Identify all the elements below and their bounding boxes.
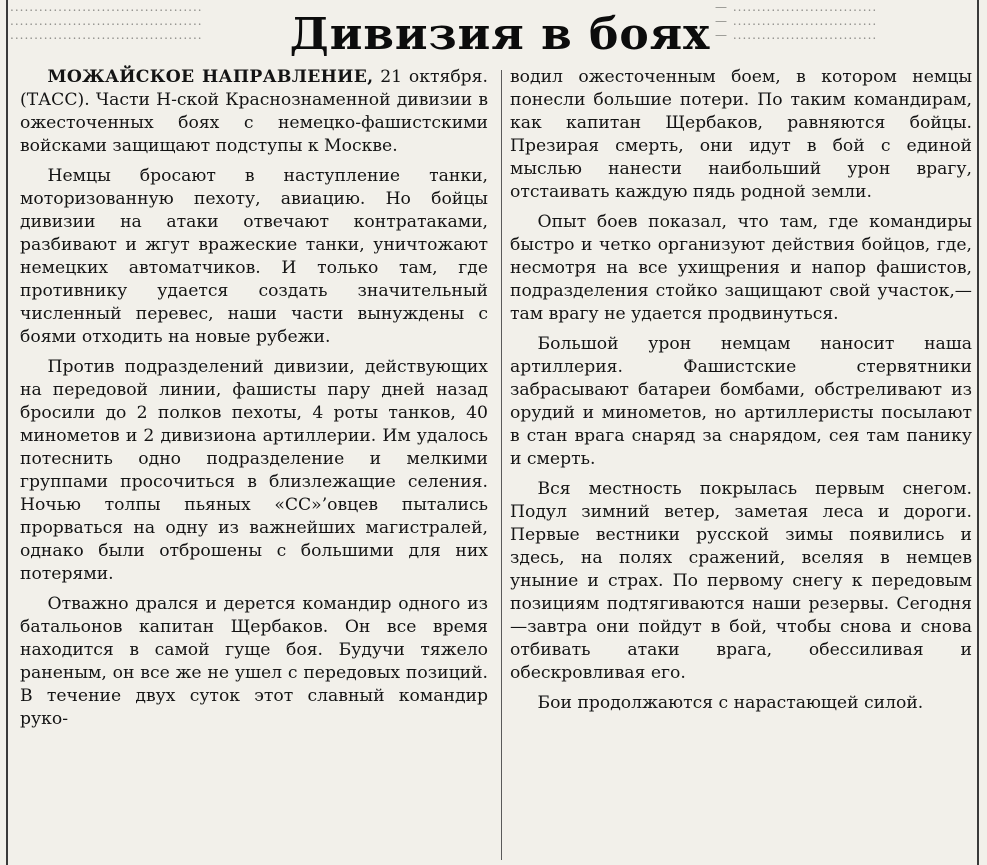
article-column-right bbox=[510, 66, 972, 715]
fragment-line: — .............................. bbox=[715, 0, 878, 14]
article-paragraph: Большой урон немцам наносит наша артиллерия. Фашистские стервятники забрасывают батареи бомбами, обстреливают из орудий и минометов, но артиллеристы посылают в стан врага снаряд за снарядом, сея там панику и смерть. bbox=[510, 334, 972, 469]
fragment-line: — .............................. bbox=[715, 28, 878, 42]
neighbor-article-fragment-left bbox=[10, 0, 270, 60]
article-paragraph bbox=[20, 66, 488, 158]
article-headline: Дивизия в боях bbox=[289, 9, 711, 60]
dateline: МОЖАЙСКОЕ НАПРАВЛЕНИЕ, bbox=[47, 67, 374, 87]
neighbor-article-fragment-right bbox=[715, 0, 980, 60]
article-paragraph: Опыт боев показал, что там, где командиры быстро и четко организуют действия бойцов, где, несмотря на все ухищрения и напор фашистов, подразделения стойко защищают свой участок,—там врагу не удается продвинуться. bbox=[510, 212, 972, 324]
fragment-line: ........................................ bbox=[10, 14, 203, 28]
fragment-line: ........................................ bbox=[10, 0, 203, 14]
article-paragraph: Отважно дрался и дерется командир одного из батальонов капитан Щербаков. Он все время находится в самой гуще боя. Будучи тяжело раненым, он все же не ушел с передовых позиций. В течение двух суток этот славный командир руко- bbox=[20, 594, 488, 729]
article-paragraph: Вся местность покрылась первым снегом. Подул зимний ветер, заметая леса и дороги. Первые вестники русской зимы появились и здесь, на полях сражений, вселяя в немцев уныние и страх. По первому снегу к передовым позициям подтягиваются наши резервы. Сегодня—завтра они пойдут в бой, чтобы снова и снова отбивать атаки врага, обессиливая и обескровливая его. bbox=[510, 479, 972, 683]
article-paragraph: Бои продолжаются с нарастающей силой. bbox=[537, 693, 924, 713]
article-column-left bbox=[20, 66, 488, 731]
fragment-line: ........................................ bbox=[10, 28, 203, 42]
left-column-border bbox=[6, 0, 8, 865]
right-column-border bbox=[977, 0, 979, 865]
article-paragraph: Против подразделений дивизии, действующих на передовой линии, фашисты пару дней назад бросили до 2 полков пехоты, 4 роты танков, 40 минометов и 2 дивизиона артиллерии. Им удалось потеснить одно подразделение и мелкими группами просочиться в близлежащие селения. Ночью толпы пьяных «СС»’овцев пытались прорваться на одну из важнейших магистралей, однако были отброшены с большими для них потерями. bbox=[20, 357, 488, 584]
lead-text: 21 октября. (ТАСС). Части Н-ской Краснознаменной дивизии в ожесточенных боях с немецко-фашистскими войсками защищают подступы к Москве. bbox=[20, 67, 488, 156]
article-paragraph: Немцы бросают в наступление танки, моторизованную пехоту, авиацию. Но бойцы дивизии на атаки отвечают контратаками, разбивают и жгут вражеские танки, уничтожают немецких автоматчиков. И только там, где противнику удается создать значительный численный перевес, наши части вынуждены с боями отходить на новые рубежи. bbox=[20, 166, 488, 347]
article-paragraph: водил ожесточенным боем, в котором немцы понесли большие потери. По таким командирам, как капитан Щербаков, равняются бойцы. Презирая смерть, они идут в бой с единой мыслью нанести наибольший урон врагу, отстаивать каждую пядь родной земли. bbox=[510, 67, 972, 202]
fragment-line: — .............................. bbox=[715, 14, 878, 28]
column-divider bbox=[501, 70, 502, 860]
